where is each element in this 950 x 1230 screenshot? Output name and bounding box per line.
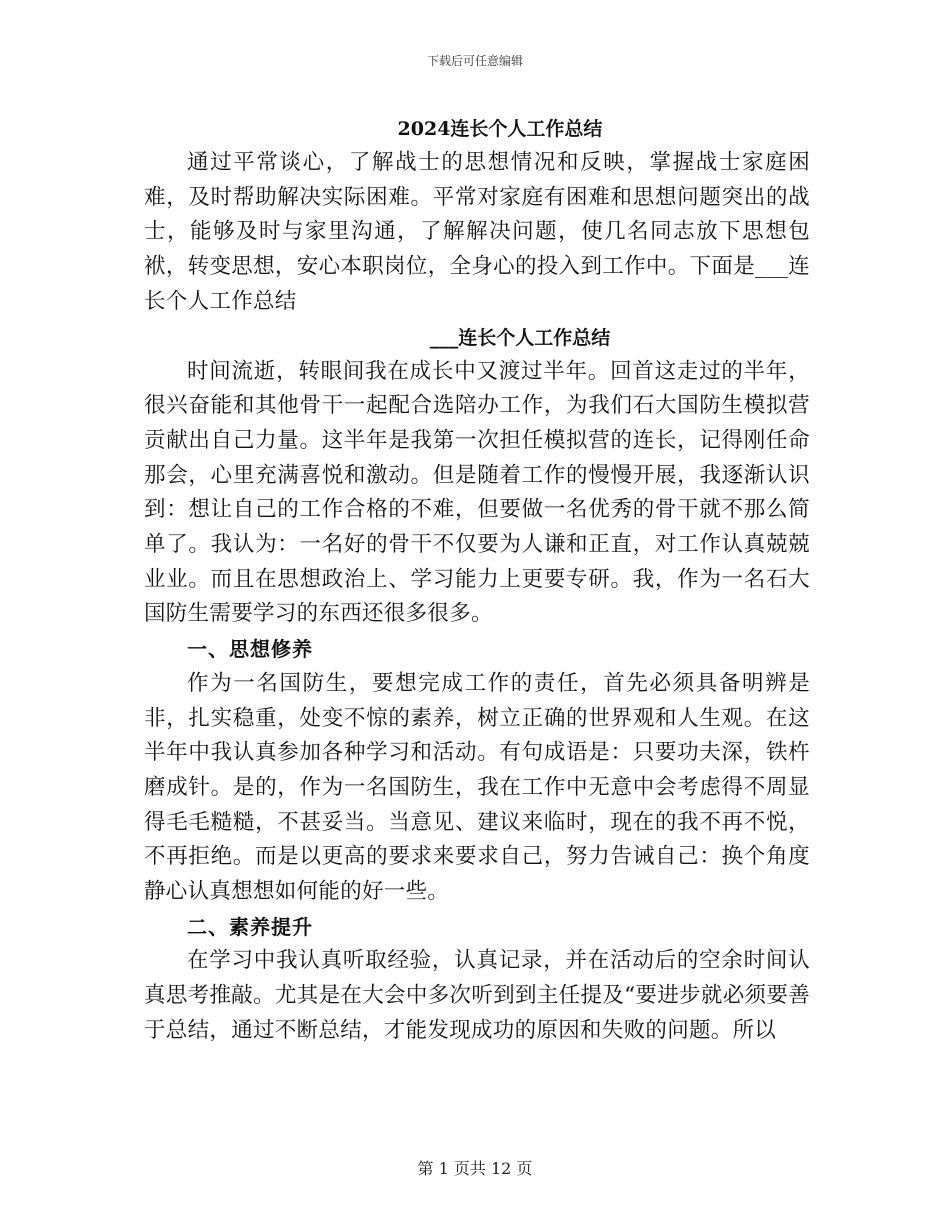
document-subtitle: ___连长个人工作总结 — [429, 326, 611, 349]
page-footer: 第 1 页共 12 页 — [417, 1159, 533, 1178]
intro-paragraph: 通过平常谈心，了解战士的思想情况和反映，掌握战士家庭困难，及时帮助解决实际困难。平常对家庭有困难和思想问题突出的战士，能够及时与家里沟通，了解解决问题，使几名同志放下思想包袱，转变思想，安心本职岗位，全身心的投入到工作中。下面是___连长个人工作总结 — [144, 150, 810, 314]
document-title: 2024连长个人工作总结 — [397, 118, 603, 140]
body-paragraph-1: 时间流逝，转眼间我在成长中又渡过半年。回首这走过的半年，很兴奋能和其他骨干一起配合选陪办工作，为我们石大国防生模拟营贡献出自己力量。这半年是我第一次担任模拟营的连长，记得刚任命那会，心里充满喜悦和激动。但是随着工作的慢慢开展，我逐渐认识到：想让自己的工作合格的不难，但要做一名优秀的骨干就不那么简单了。我认为：一名好的骨干不仅要为人谦和正直，对工作认真兢兢业业。而且在思想政治上、学习能力上更要专研。我，作为一名石大国防生需要学习的东西还很多很多。 — [144, 358, 810, 627]
section-heading-2: 二、素养提升 — [187, 914, 313, 939]
page-header: 下载后可任意编辑 — [426, 54, 523, 68]
section-heading-1: 一、思想修养 — [187, 637, 313, 662]
body-paragraph-3: 在学习中我认真听取经验，认真记录，并在活动后的空余时间认真思考推敲。尤其是在大会中多次听到到主任提及“要进步就必须要善于总结，通过不断总结，才能发现成功的原因和失败的问题。所以 — [144, 948, 810, 1043]
document-body — [144, 112, 810, 1049]
body-paragraph-2: 作为一名国防生，要想完成工作的责任，首先必须具备明辨是非，扎实稳重，处变不惊的素养，树立正确的世界观和人生观。在这半年中我认真参加各种学习和活动。有句成语是：只要功夫深，铁杵磨成针。是的，作为一名国防生，我在工作中无意中会考虑得不周显得毛毛糙糙，不甚妥当。当意见、建议来临时，现在的我不再不悦，不再拒绝。而是以更高的要求来要求自己，努力告诫自己：换个角度静心认真想想如何能的好一些。 — [144, 670, 810, 905]
